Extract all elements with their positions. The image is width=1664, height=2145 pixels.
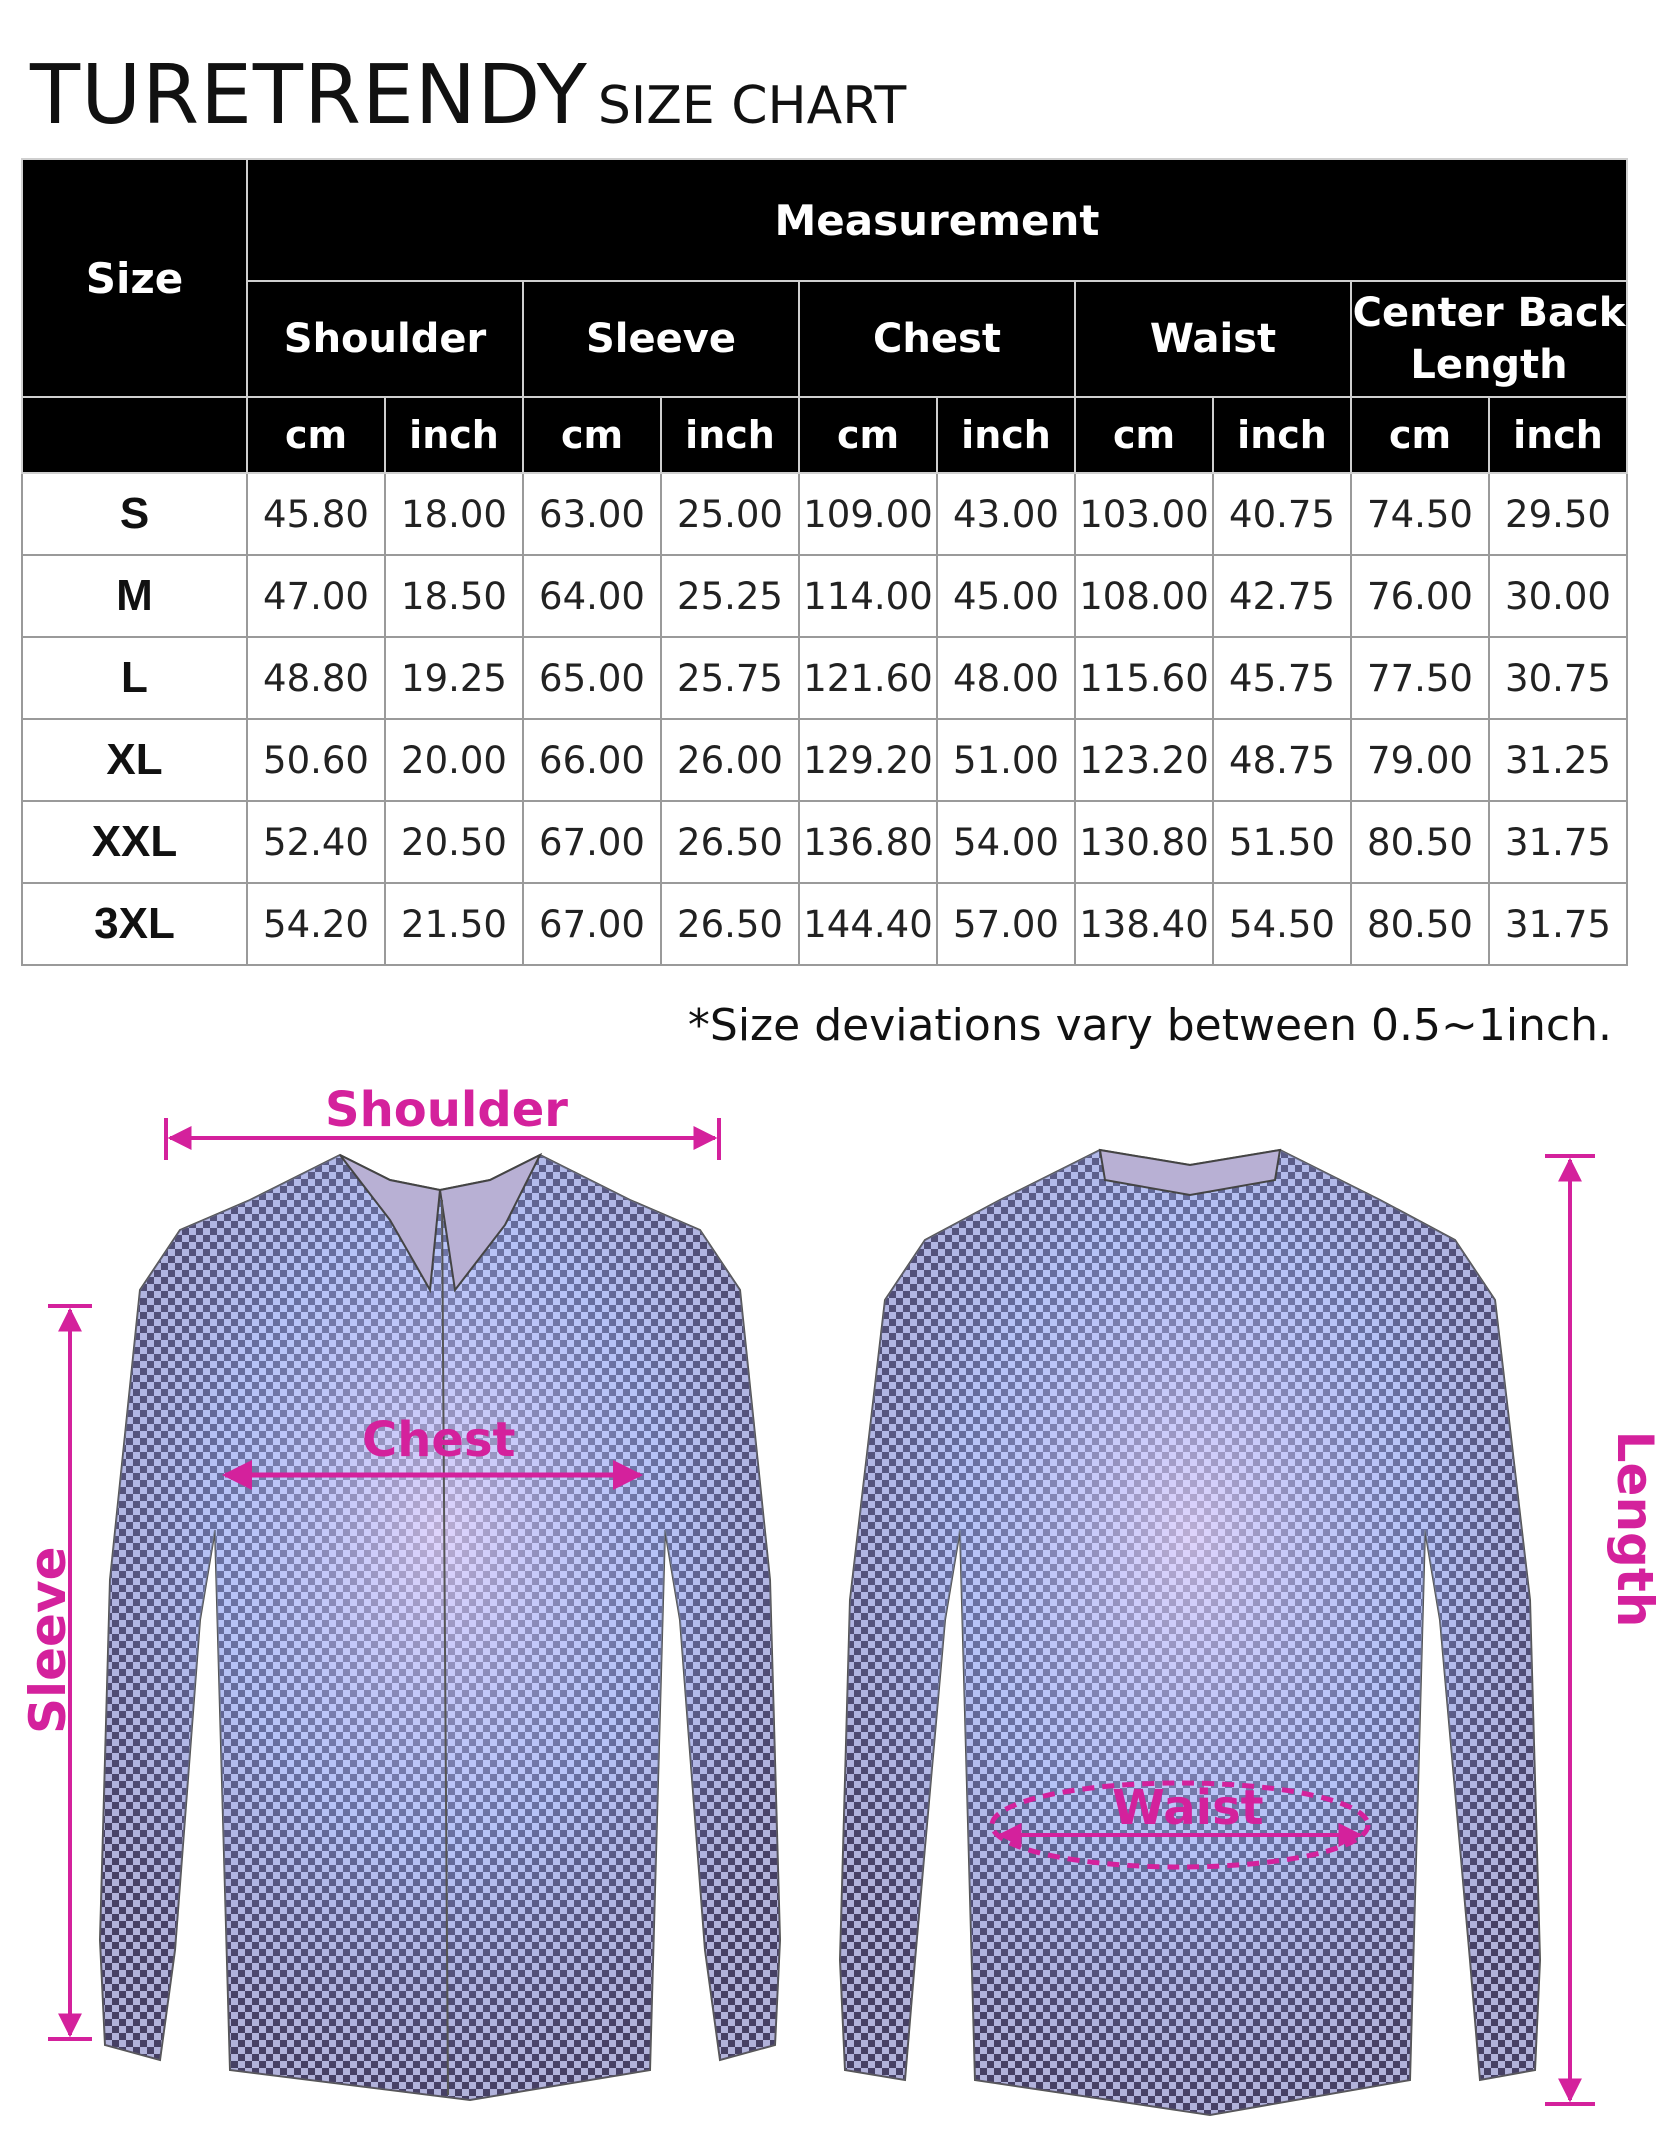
value-cell: 54.00 xyxy=(937,801,1075,883)
table-row xyxy=(22,719,1627,801)
size-cell: M xyxy=(22,555,247,637)
value-cell: 30.00 xyxy=(1489,555,1627,637)
value-cell: 51.50 xyxy=(1213,801,1351,883)
size-header: Size xyxy=(22,159,247,397)
value-cell: 77.50 xyxy=(1351,637,1489,719)
value-cell: 31.25 xyxy=(1489,719,1627,801)
unit-header: cm xyxy=(799,397,937,473)
chart-subtitle: SIZE CHART xyxy=(597,76,907,136)
value-cell: 57.00 xyxy=(937,883,1075,965)
shirt-illustration xyxy=(0,1060,1650,2145)
size-cell: XL xyxy=(22,719,247,801)
value-cell: 80.50 xyxy=(1351,801,1489,883)
sleeve-label: Sleeve xyxy=(19,1546,77,1734)
unit-header: cm xyxy=(247,397,385,473)
table-row xyxy=(22,555,1627,637)
group-header-sleeve: Sleeve xyxy=(523,281,799,397)
value-cell: 54.20 xyxy=(247,883,385,965)
value-cell: 76.00 xyxy=(1351,555,1489,637)
size-cell: XXL xyxy=(22,801,247,883)
shoulder-label: Shoulder xyxy=(325,1082,568,1138)
value-cell: 43.00 xyxy=(937,473,1075,555)
value-cell: 123.20 xyxy=(1075,719,1213,801)
unit-header: cm xyxy=(1351,397,1489,473)
value-cell: 31.75 xyxy=(1489,883,1627,965)
value-cell: 67.00 xyxy=(523,801,661,883)
table-row xyxy=(22,801,1627,883)
shirt-measurement-diagram xyxy=(0,1060,1664,2145)
unit-header: inch xyxy=(385,397,523,473)
value-cell: 103.00 xyxy=(1075,473,1213,555)
value-cell: 108.00 xyxy=(1075,555,1213,637)
value-cell: 136.80 xyxy=(799,801,937,883)
value-cell: 80.50 xyxy=(1351,883,1489,965)
group-header-waist: Waist xyxy=(1075,281,1351,397)
group-header-shoulder: Shoulder xyxy=(247,281,523,397)
value-cell: 18.50 xyxy=(385,555,523,637)
value-cell: 19.25 xyxy=(385,637,523,719)
value-cell: 63.00 xyxy=(523,473,661,555)
table-row xyxy=(22,473,1627,555)
value-cell: 114.00 xyxy=(799,555,937,637)
brand-name: TURETRENDY xyxy=(30,48,588,143)
value-cell: 31.75 xyxy=(1489,801,1627,883)
value-cell: 26.50 xyxy=(661,883,799,965)
value-cell: 25.00 xyxy=(661,473,799,555)
size-table xyxy=(21,158,1628,966)
value-cell: 121.60 xyxy=(799,637,937,719)
value-cell: 66.00 xyxy=(523,719,661,801)
front-shirt xyxy=(100,1155,780,2100)
value-cell: 129.20 xyxy=(799,719,937,801)
unit-header: cm xyxy=(1075,397,1213,473)
back-shirt xyxy=(840,1150,1540,2115)
value-cell: 65.00 xyxy=(523,637,661,719)
value-cell: 20.50 xyxy=(385,801,523,883)
size-cell: S xyxy=(22,473,247,555)
value-cell: 52.40 xyxy=(247,801,385,883)
value-cell: 45.80 xyxy=(247,473,385,555)
value-cell: 21.50 xyxy=(385,883,523,965)
group-header-chest: Chest xyxy=(799,281,1075,397)
value-cell: 130.80 xyxy=(1075,801,1213,883)
size-cell: L xyxy=(22,637,247,719)
value-cell: 40.75 xyxy=(1213,473,1351,555)
waist-label: Waist xyxy=(1112,1780,1264,1836)
value-cell: 48.75 xyxy=(1213,719,1351,801)
unit-header: inch xyxy=(1489,397,1627,473)
value-cell: 25.25 xyxy=(661,555,799,637)
table-row xyxy=(22,637,1627,719)
chart-title xyxy=(30,48,906,143)
length-label: Length xyxy=(1606,1430,1664,1628)
value-cell: 29.50 xyxy=(1489,473,1627,555)
value-cell: 45.75 xyxy=(1213,637,1351,719)
unit-header: inch xyxy=(1213,397,1351,473)
value-cell: 42.75 xyxy=(1213,555,1351,637)
value-cell: 26.00 xyxy=(661,719,799,801)
value-cell: 47.00 xyxy=(247,555,385,637)
value-cell: 48.00 xyxy=(937,637,1075,719)
size-deviation-note: *Size deviations vary between 0.5~1inch. xyxy=(687,1000,1612,1051)
value-cell: 18.00 xyxy=(385,473,523,555)
chest-label: Chest xyxy=(362,1412,516,1468)
value-cell: 51.00 xyxy=(937,719,1075,801)
group-header-center-back-length: Center Back Length xyxy=(1351,281,1627,397)
value-cell: 30.75 xyxy=(1489,637,1627,719)
value-cell: 25.75 xyxy=(661,637,799,719)
value-cell: 45.00 xyxy=(937,555,1075,637)
value-cell: 54.50 xyxy=(1213,883,1351,965)
value-cell: 138.40 xyxy=(1075,883,1213,965)
size-header-spacer xyxy=(22,397,247,473)
value-cell: 67.00 xyxy=(523,883,661,965)
value-cell: 48.80 xyxy=(247,637,385,719)
value-cell: 64.00 xyxy=(523,555,661,637)
unit-header: inch xyxy=(661,397,799,473)
value-cell: 20.00 xyxy=(385,719,523,801)
table-row xyxy=(22,883,1627,965)
value-cell: 115.60 xyxy=(1075,637,1213,719)
value-cell: 50.60 xyxy=(247,719,385,801)
measurement-header: Measurement xyxy=(247,159,1627,281)
value-cell: 109.00 xyxy=(799,473,937,555)
value-cell: 74.50 xyxy=(1351,473,1489,555)
size-cell: 3XL xyxy=(22,883,247,965)
unit-header: cm xyxy=(523,397,661,473)
unit-header: inch xyxy=(937,397,1075,473)
value-cell: 144.40 xyxy=(799,883,937,965)
value-cell: 26.50 xyxy=(661,801,799,883)
value-cell: 79.00 xyxy=(1351,719,1489,801)
